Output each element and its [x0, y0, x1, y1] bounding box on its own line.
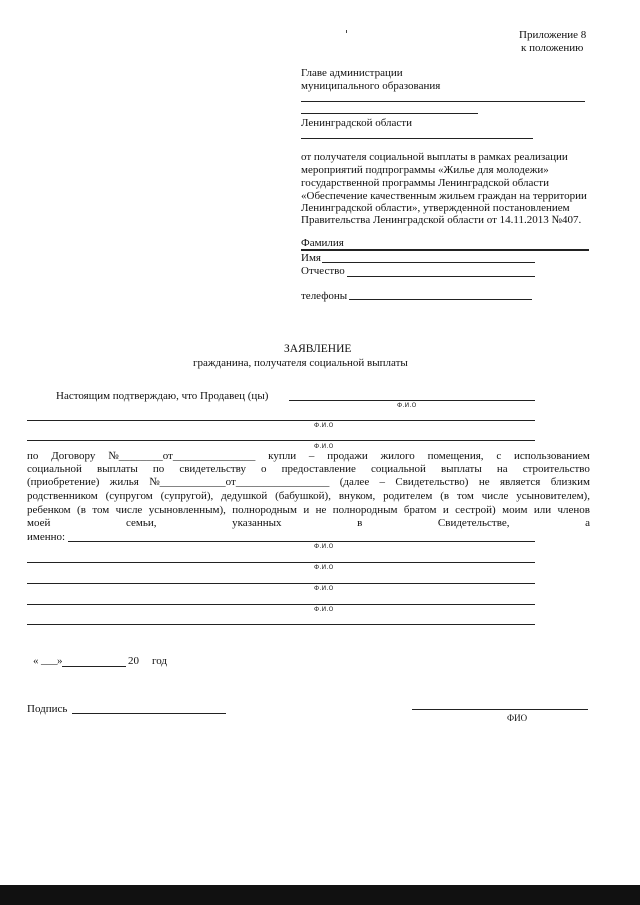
name-label: Имя [301, 252, 321, 264]
surname-field[interactable] [301, 249, 589, 251]
namely-label: именно: [27, 531, 66, 543]
confirm-text: Настоящим подтверждаю, что Продавец (цы) [56, 390, 269, 402]
addressee-line-2: муниципального образования [301, 80, 441, 92]
addressee-blank-3[interactable] [301, 138, 533, 139]
signature-fio-field[interactable] [412, 709, 588, 710]
fio-caption-1: Ф.И.О [397, 402, 417, 409]
patronymic-label: Отчество [301, 265, 345, 277]
fio-caption-7: Ф.И.О [314, 606, 334, 613]
fio-caption-4: Ф.И.О [314, 543, 334, 550]
paragraph-line-5: ребенком (в том числе усыновленным), полнородным и не полнородным братом и сестрой) моим или членов [27, 504, 590, 516]
addressee-blank-1[interactable] [301, 101, 585, 102]
date-year-suffix: год [152, 655, 168, 667]
appendix-line-2: к положению [521, 42, 584, 54]
addressee-line-1: Главе администрации [301, 67, 403, 79]
relatives-field-5[interactable] [27, 624, 535, 625]
paragraph-line-6: моей семьи, указанных в Свидетельстве, а [27, 517, 590, 529]
surname-label: Фамилия [301, 237, 344, 249]
sender-line-3: государственной программы Ленинградской области [301, 177, 549, 189]
seller-field-1[interactable] [289, 400, 535, 401]
phones-field[interactable] [349, 299, 532, 300]
relatives-field-4[interactable] [27, 604, 535, 605]
date-open-quote: « [33, 655, 39, 667]
sender-line-2: мероприятий подпрограммы «Жилье для молодежи» [301, 164, 549, 176]
date-year-prefix: 20 [128, 655, 139, 667]
date-close-quote: » [57, 655, 63, 667]
relatives-field-3[interactable] [27, 583, 535, 584]
name-field[interactable] [322, 262, 535, 263]
sender-line-5: Ленинградской области», утвержденной постановлением [301, 202, 570, 214]
phones-label: телефоны [301, 290, 348, 302]
signature-fio-caption: ФИО [507, 713, 528, 723]
seller-field-2[interactable] [27, 420, 535, 421]
fio-caption-2: Ф.И.О [314, 422, 334, 429]
date-day-field[interactable]: ___ [41, 654, 58, 666]
document-subtitle: гражданина, получателя социальной выплаты [193, 357, 408, 369]
sender-line-6: Правительства Ленинградской области от 14.11.2013 №407. [301, 214, 582, 226]
paragraph-line-2: социальной выплаты по свидетельству о предоставление социальной выплаты на строительство [27, 463, 590, 475]
signature-label: Подпись [27, 703, 68, 715]
document-title: ЗАЯВЛЕНИЕ [284, 343, 352, 355]
relatives-field-2[interactable] [27, 562, 535, 563]
seller-field-3[interactable] [27, 440, 535, 441]
patronymic-field[interactable] [347, 276, 535, 277]
paragraph-line-4: родственником (супругом (супругой), дедушкой (бабушкой), внуком, родителем (в том числе усыновителем), [27, 490, 590, 502]
scan-bottom-edge [0, 885, 640, 905]
scan-speck [346, 30, 347, 33]
paragraph-line-3: (приобретение) жилья №____________от_________________ (далее – Свидетельство) не является близким [27, 476, 590, 488]
relatives-field-1[interactable] [68, 541, 535, 542]
appendix-line-1: Приложение 8 [519, 29, 587, 41]
date-month-field[interactable] [62, 666, 126, 667]
paragraph-line-1: по Договору №________от_______________ купли – продажи жилого помещения, с использованием [27, 450, 590, 462]
signature-field[interactable] [72, 713, 226, 714]
sender-line-4: «Обеспечение качественным жильем граждан на территории [301, 190, 587, 202]
addressee-region: Ленинградской области [301, 117, 412, 129]
addressee-blank-2[interactable] [301, 113, 478, 114]
fio-caption-5: Ф.И.О [314, 564, 334, 571]
fio-caption-6: Ф.И.О [314, 585, 334, 592]
fio-caption-3: Ф.И.О [314, 443, 334, 450]
sender-line-1: от получателя социальной выплаты в рамках реализации [301, 151, 568, 163]
